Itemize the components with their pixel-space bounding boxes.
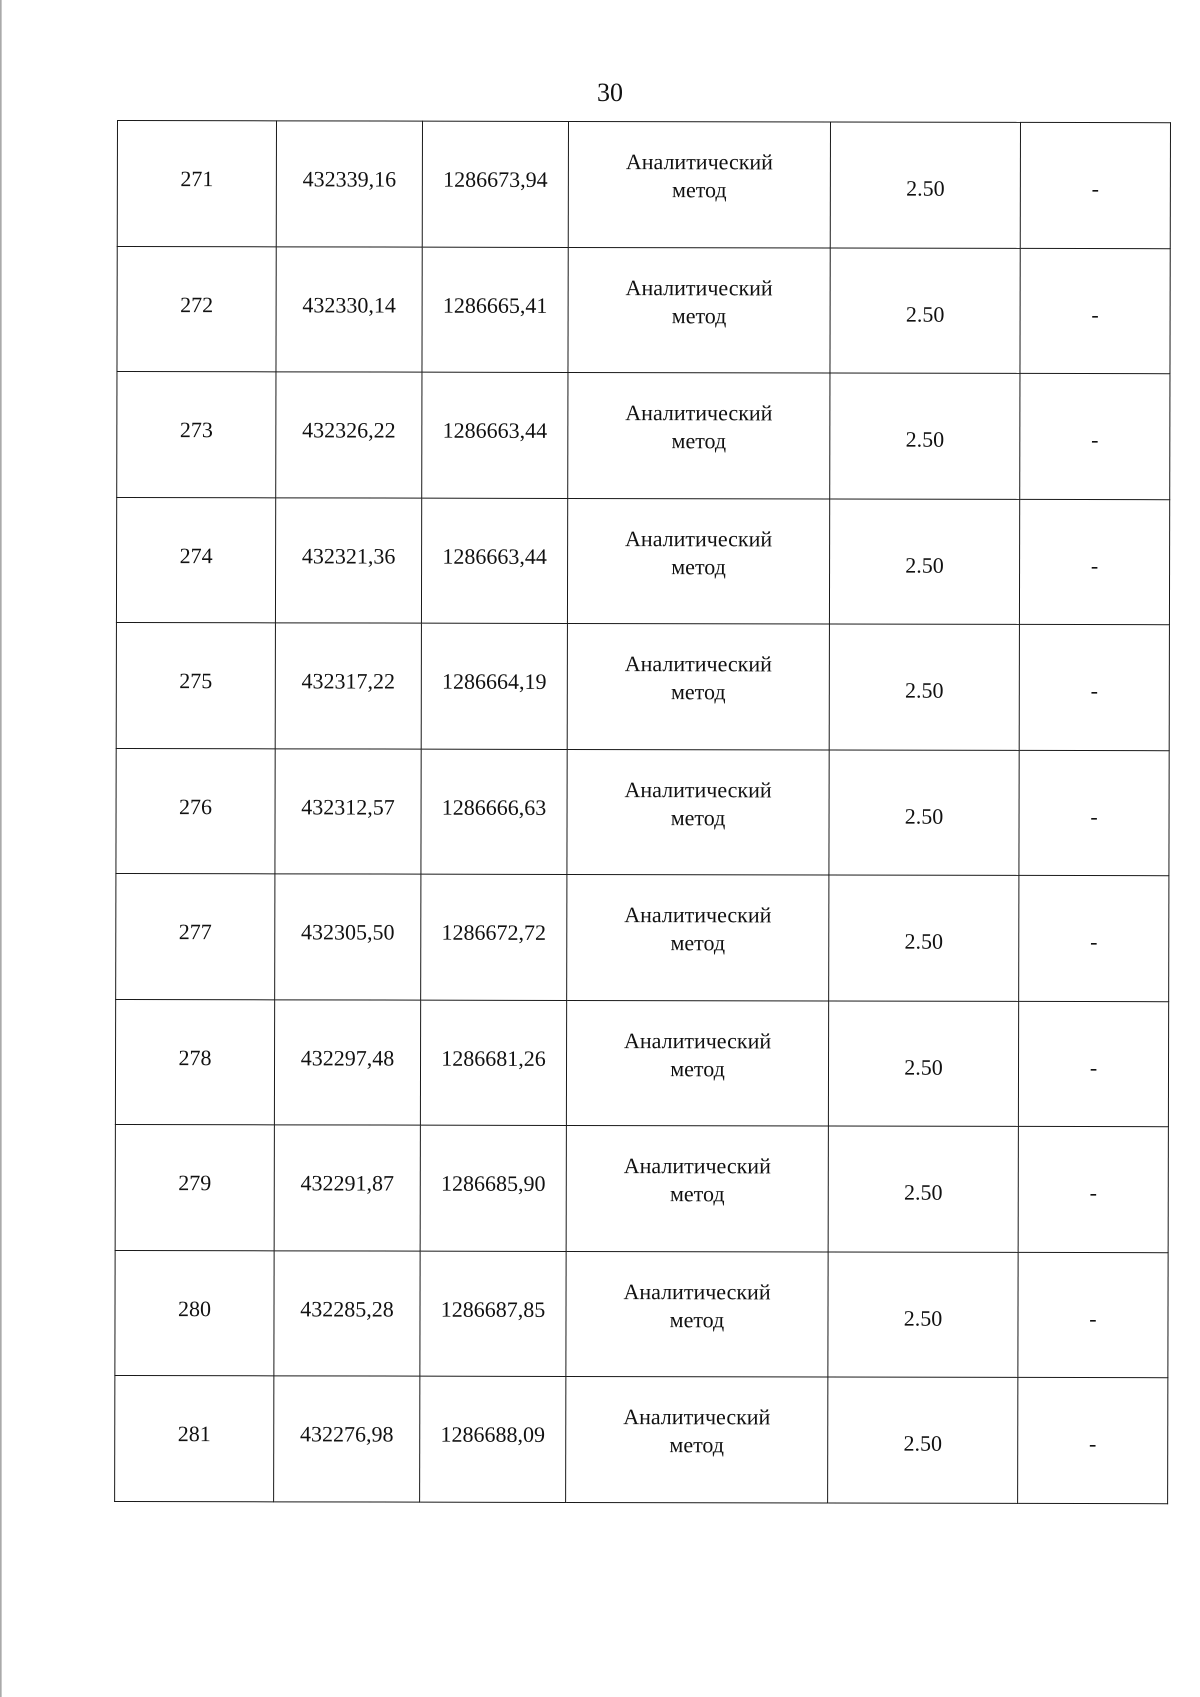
x-coordinate-cell bbox=[274, 1250, 420, 1376]
accuracy-cell bbox=[830, 122, 1020, 248]
y-coordinate-cell bbox=[422, 247, 568, 373]
table-row bbox=[116, 622, 1169, 750]
y-coordinate-cell-text: 1286673,94 bbox=[443, 166, 548, 193]
table-row bbox=[116, 873, 1169, 1001]
description-cell-text: - bbox=[1089, 1431, 1097, 1457]
point-number-cell bbox=[115, 1124, 274, 1250]
method-cell bbox=[566, 1376, 828, 1502]
y-coordinate-cell bbox=[420, 1251, 566, 1377]
y-coordinate-cell-text: 1286688,09 bbox=[440, 1421, 546, 1448]
table-row bbox=[115, 999, 1168, 1127]
description-cell bbox=[1019, 499, 1169, 625]
y-coordinate-cell bbox=[421, 623, 567, 749]
accuracy-cell bbox=[829, 875, 1019, 1001]
description-cell-text: - bbox=[1089, 1054, 1098, 1080]
accuracy-cell bbox=[828, 1000, 1018, 1126]
description-cell-text: - bbox=[1091, 176, 1100, 202]
method-cell-text: Аналитический метод bbox=[625, 400, 773, 454]
point-number-cell bbox=[116, 748, 275, 874]
y-coordinate-cell bbox=[421, 498, 567, 624]
description-cell bbox=[1019, 875, 1169, 1001]
point-number-cell bbox=[116, 873, 275, 999]
accuracy-cell-text: 2.50 bbox=[905, 552, 944, 578]
method-cell bbox=[567, 874, 829, 1000]
y-coordinate-cell bbox=[421, 749, 567, 875]
table-row bbox=[116, 748, 1169, 876]
page-number: 30 bbox=[597, 78, 623, 107]
description-cell bbox=[1018, 1252, 1168, 1378]
method-cell-text: Аналитический метод bbox=[624, 776, 772, 831]
table-row bbox=[117, 246, 1170, 374]
point-number-cell-text: 278 bbox=[178, 1044, 212, 1070]
point-number-cell-text: 274 bbox=[179, 542, 213, 568]
x-coordinate-cell-text: 432305,50 bbox=[301, 919, 395, 945]
method-cell-text: Аналитический метод bbox=[624, 902, 772, 956]
y-coordinate-cell bbox=[420, 1125, 566, 1251]
point-number-cell-text: 275 bbox=[179, 668, 213, 694]
point-number-cell bbox=[116, 497, 275, 623]
method-cell bbox=[566, 1125, 828, 1251]
accuracy-cell bbox=[830, 247, 1020, 373]
coordinates-table-body bbox=[115, 121, 1171, 1504]
y-coordinate-cell-text: 1286687,85 bbox=[440, 1296, 546, 1322]
description-cell-text: - bbox=[1089, 1180, 1097, 1206]
x-coordinate-cell bbox=[275, 748, 421, 874]
accuracy-cell bbox=[830, 373, 1020, 499]
scan-edge bbox=[0, 0, 2, 1697]
method-cell-text: Аналитический метод bbox=[623, 1027, 772, 1082]
y-coordinate-cell-text: 1286666,63 bbox=[441, 794, 547, 820]
x-coordinate-cell-text: 432317,22 bbox=[301, 668, 396, 694]
point-number-cell bbox=[116, 622, 275, 748]
method-cell-text: Аналитический метод bbox=[625, 525, 773, 580]
y-coordinate-cell bbox=[422, 372, 568, 498]
x-coordinate-cell-text: 432291,87 bbox=[300, 1170, 395, 1196]
x-coordinate-cell bbox=[274, 1125, 420, 1251]
accuracy-cell-text: 2.50 bbox=[904, 803, 944, 829]
x-coordinate-cell bbox=[274, 999, 420, 1125]
point-number-cell bbox=[117, 372, 276, 498]
point-number-cell-text: 279 bbox=[178, 1170, 212, 1196]
method-cell bbox=[568, 372, 830, 498]
description-cell bbox=[1018, 1126, 1168, 1252]
x-coordinate-cell bbox=[275, 497, 421, 623]
point-number-cell-text: 277 bbox=[178, 919, 212, 945]
accuracy-cell-text: 2.50 bbox=[904, 1054, 943, 1080]
table-row bbox=[115, 1375, 1168, 1503]
x-coordinate-cell-text: 432285,28 bbox=[300, 1296, 394, 1322]
table-row bbox=[117, 372, 1170, 500]
y-coordinate-cell bbox=[420, 1376, 566, 1502]
description-cell bbox=[1019, 624, 1169, 750]
y-coordinate-cell-text: 1286663,44 bbox=[442, 417, 548, 444]
y-coordinate-cell-text: 1286685,90 bbox=[440, 1170, 546, 1197]
point-number-cell bbox=[115, 1250, 274, 1376]
description-cell bbox=[1020, 373, 1170, 499]
description-cell-text: - bbox=[1091, 301, 1099, 327]
y-coordinate-cell-text: 1286672,72 bbox=[441, 919, 547, 946]
description-cell bbox=[1020, 122, 1170, 248]
accuracy-cell bbox=[828, 1251, 1018, 1377]
accuracy-cell-text: 2.50 bbox=[903, 1179, 943, 1205]
x-coordinate-cell bbox=[275, 874, 421, 1000]
point-number-cell-text: 281 bbox=[177, 1421, 211, 1447]
table-row bbox=[115, 1250, 1168, 1378]
method-cell bbox=[567, 623, 829, 749]
description-cell-text: - bbox=[1090, 803, 1098, 829]
method-cell bbox=[568, 247, 830, 373]
description-cell bbox=[1019, 750, 1169, 876]
accuracy-cell-text: 2.50 bbox=[905, 677, 944, 703]
accuracy-cell bbox=[828, 1377, 1018, 1503]
description-cell bbox=[1018, 1001, 1168, 1127]
accuracy-cell bbox=[829, 749, 1019, 875]
y-coordinate-cell bbox=[422, 121, 568, 247]
accuracy-cell-text: 2.50 bbox=[903, 1430, 943, 1456]
method-cell bbox=[568, 121, 830, 247]
x-coordinate-cell bbox=[274, 1376, 420, 1502]
x-coordinate-cell-text: 432326,22 bbox=[302, 417, 396, 443]
method-cell-text: Аналитический метод bbox=[625, 274, 773, 329]
table-row bbox=[117, 121, 1170, 249]
method-cell bbox=[566, 1251, 828, 1377]
y-coordinate-cell-text: 1286681,26 bbox=[441, 1045, 546, 1071]
point-number-cell bbox=[117, 246, 276, 372]
x-coordinate-cell-text: 432312,57 bbox=[301, 794, 395, 820]
table-row bbox=[115, 1124, 1168, 1252]
description-cell bbox=[1020, 248, 1170, 374]
description-cell-text: - bbox=[1090, 929, 1098, 955]
description-cell-text: - bbox=[1089, 1305, 1097, 1331]
accuracy-cell-text: 2.50 bbox=[905, 301, 945, 327]
accuracy-cell-text: 2.50 bbox=[906, 175, 945, 201]
y-coordinate-cell-text: 1286663,44 bbox=[442, 543, 547, 569]
point-number-cell bbox=[115, 999, 274, 1125]
accuracy-cell bbox=[829, 498, 1019, 624]
point-number-cell-text: 272 bbox=[180, 291, 214, 317]
point-number-cell bbox=[117, 121, 276, 247]
point-number-cell-text: 280 bbox=[177, 1295, 212, 1321]
x-coordinate-cell-text: 432276,98 bbox=[299, 1421, 394, 1447]
description-cell-text: - bbox=[1091, 427, 1099, 453]
point-number-cell-text: 273 bbox=[179, 417, 213, 443]
accuracy-cell-text: 2.50 bbox=[904, 928, 944, 954]
x-coordinate-cell bbox=[276, 372, 422, 498]
y-coordinate-cell-text: 1286664,19 bbox=[442, 668, 547, 695]
x-coordinate-cell-text: 432330,14 bbox=[302, 292, 396, 318]
x-coordinate-cell-text: 432297,48 bbox=[300, 1045, 395, 1071]
method-cell bbox=[566, 1000, 828, 1126]
accuracy-cell-text: 2.50 bbox=[903, 1305, 943, 1331]
coordinates-table bbox=[114, 120, 1171, 1504]
y-coordinate-cell bbox=[421, 874, 567, 1000]
table-row bbox=[116, 497, 1169, 625]
point-number-cell-text: 276 bbox=[179, 793, 213, 819]
description-cell-text: - bbox=[1090, 678, 1098, 704]
method-cell bbox=[567, 749, 829, 875]
x-coordinate-cell-text: 432339,16 bbox=[302, 166, 397, 192]
description-cell bbox=[1018, 1377, 1168, 1503]
y-coordinate-cell-text: 1286665,41 bbox=[442, 292, 548, 318]
accuracy-cell bbox=[829, 624, 1019, 750]
description-cell-text: - bbox=[1090, 552, 1099, 578]
x-coordinate-cell bbox=[276, 246, 422, 372]
method-cell-text: Аналитический метод bbox=[625, 149, 774, 203]
accuracy-cell bbox=[828, 1126, 1018, 1252]
y-coordinate-cell bbox=[420, 1000, 566, 1126]
x-coordinate-cell bbox=[275, 623, 421, 749]
accuracy-cell-text: 2.50 bbox=[905, 426, 945, 452]
point-number-cell bbox=[115, 1375, 274, 1501]
x-coordinate-cell-text: 432321,36 bbox=[301, 543, 396, 569]
method-cell-text: Аналитический метод bbox=[623, 1153, 771, 1207]
point-number-cell-text: 271 bbox=[180, 166, 214, 192]
method-cell-text: Аналитический метод bbox=[623, 1278, 771, 1333]
method-cell-text: Аналитический метод bbox=[623, 1404, 771, 1458]
method-cell bbox=[567, 498, 829, 624]
method-cell-text: Аналитический метод bbox=[624, 651, 772, 705]
x-coordinate-cell bbox=[276, 121, 422, 247]
